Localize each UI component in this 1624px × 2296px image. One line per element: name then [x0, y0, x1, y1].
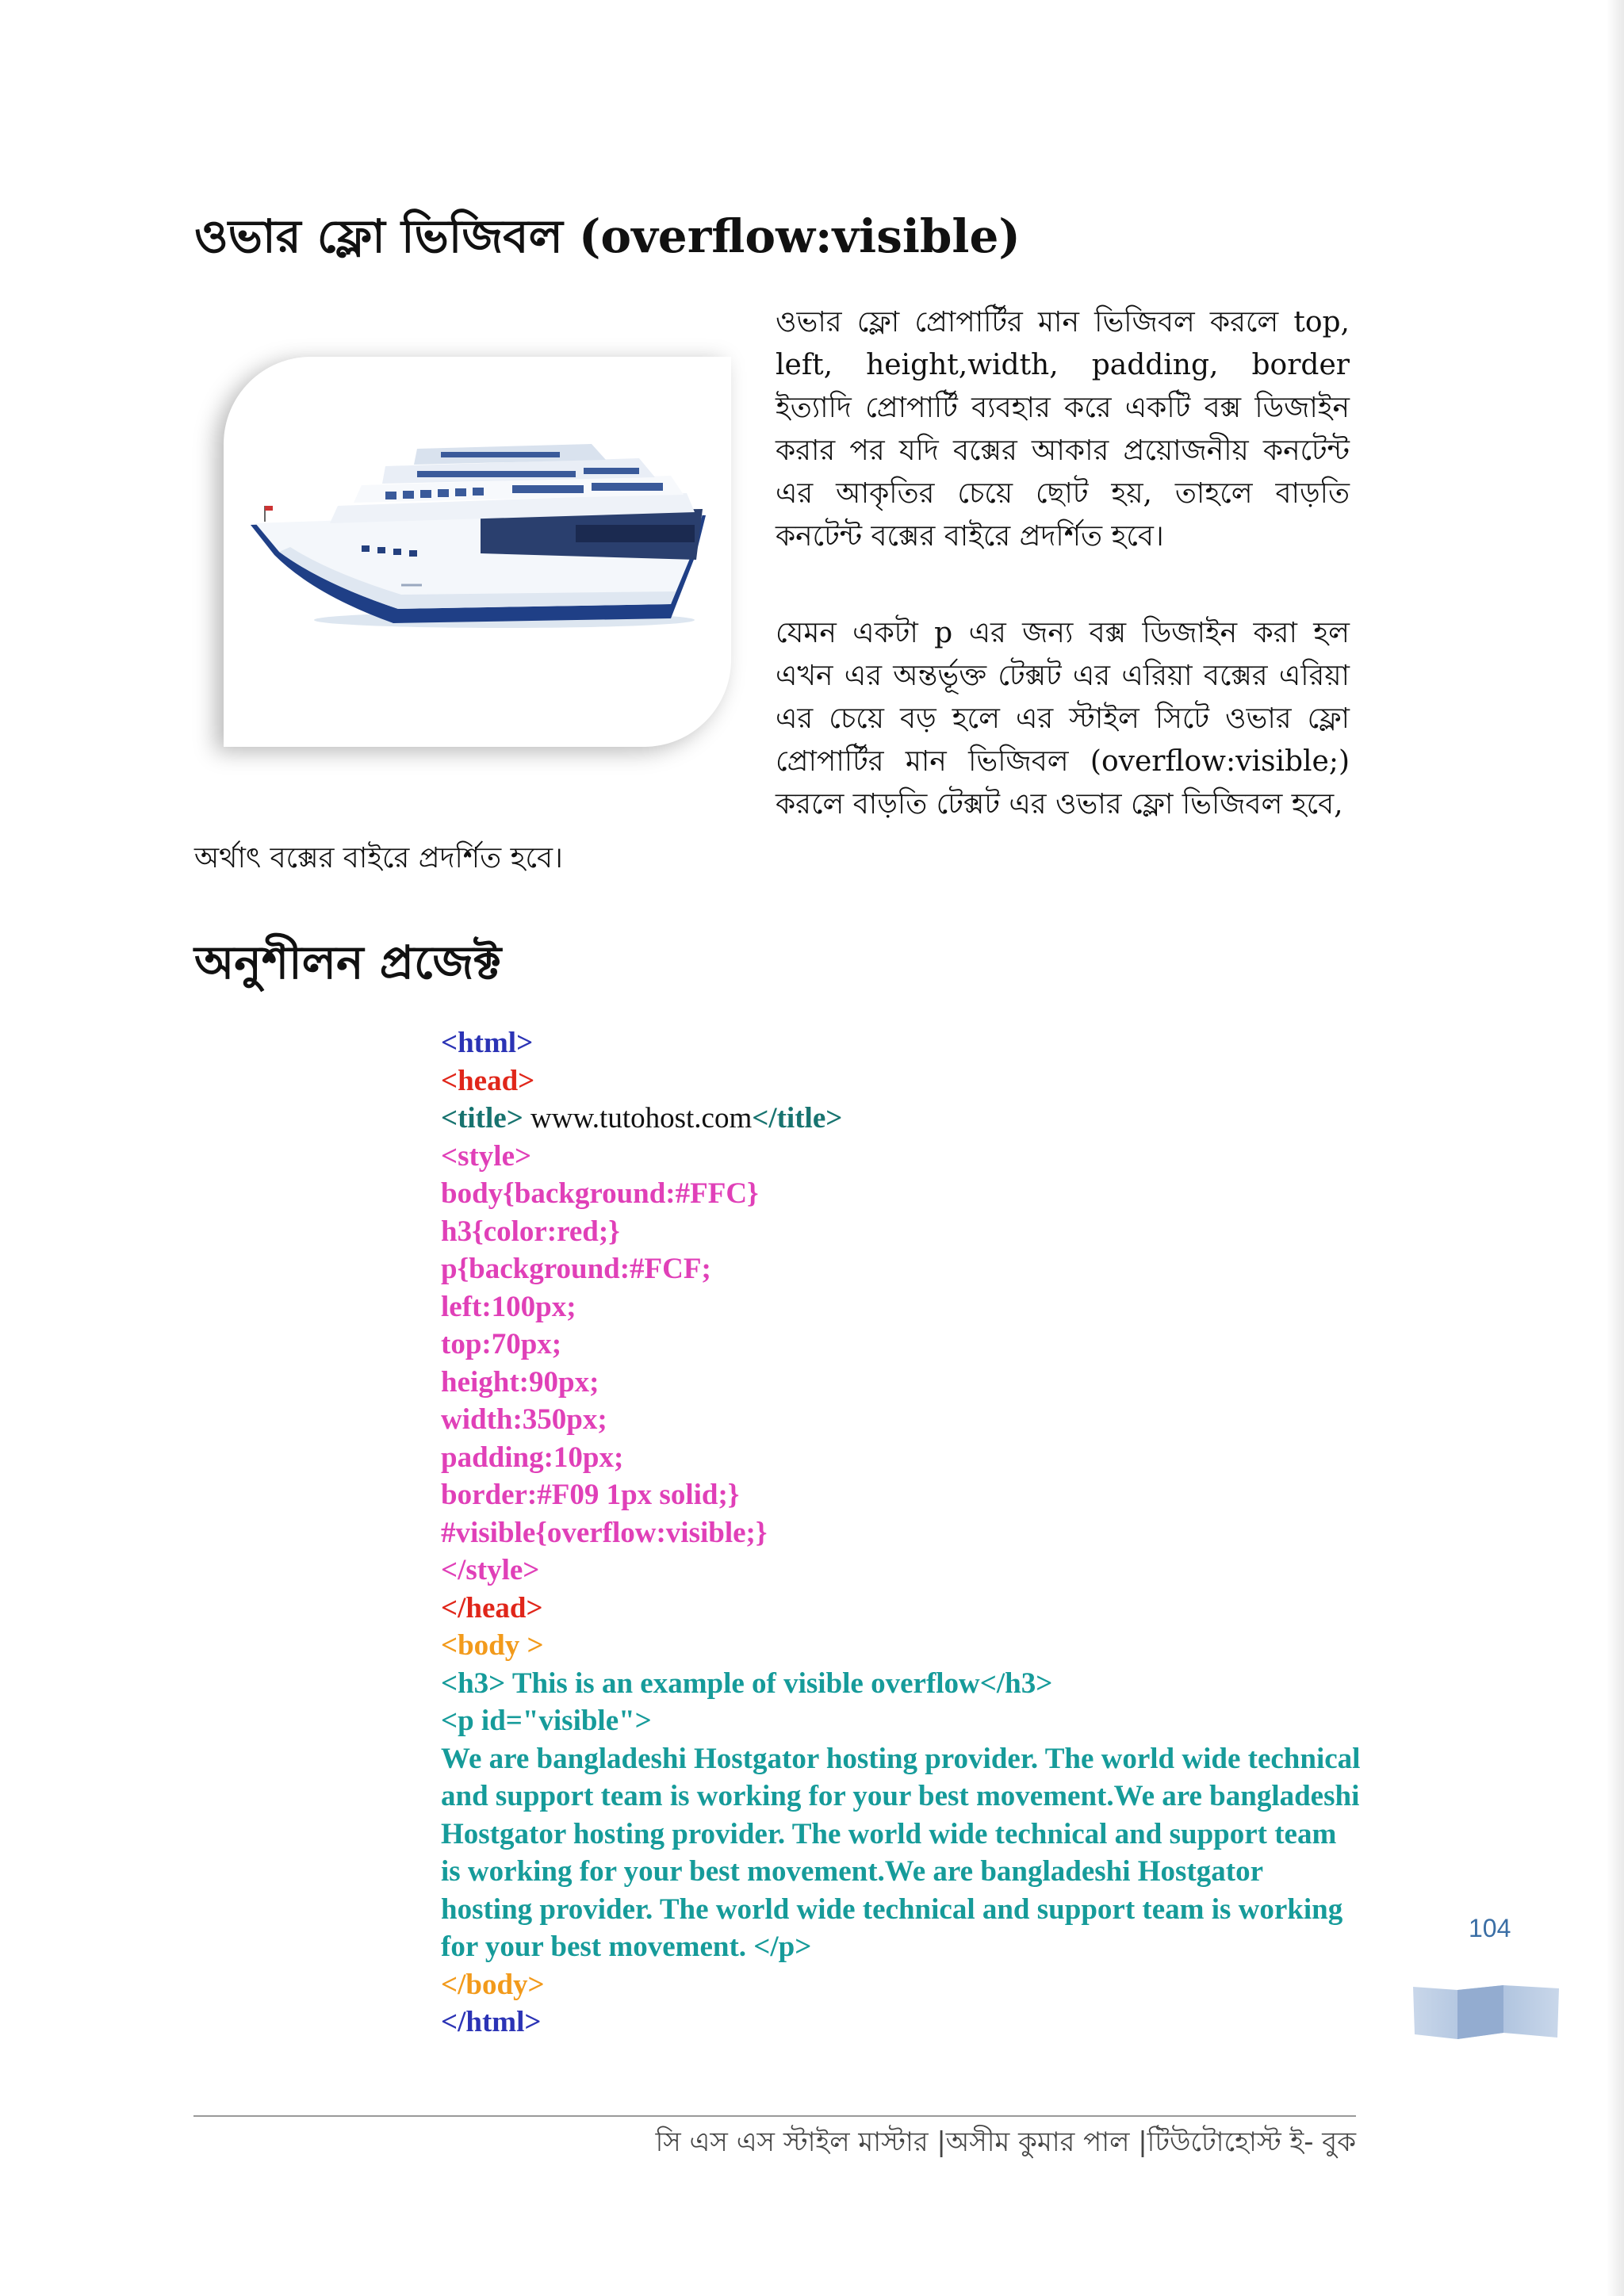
code-css-line: body{background:#FFC} — [441, 1177, 759, 1210]
code-css-line: left:100px; — [441, 1290, 576, 1323]
code-title-close: </title> — [752, 1102, 843, 1135]
page-tab-decoration — [1408, 1982, 1564, 2042]
code-css-line: height:90px; — [441, 1365, 599, 1399]
footer-text: সি এস এস স্টাইল মাস্টার |অসীম কুমার পাল |টিউটোহোস্ট ই- বুক — [655, 2126, 1356, 2158]
paragraph-overflow-explanation: ওভার ফ্লো প্রোপার্টির মান ভিজিবল করলে top, left, height,width, padding, border ইত্যাদি প্রোপার্টি ব্যবহার করে একটি বক্স ডিজাইন করার পর যদি বক্সের আকার প্রয়োজনীয় কনটেন্ট এর আকৃতির চেয়ে ছোট হয়, তাহলে বাড়তি কনটেন্ট বক্সের বাইরে প্রদর্শিত হবে। — [776, 306, 1350, 553]
page-number: 104 — [1469, 1914, 1511, 1942]
code-css-line: p{background:#FCF; — [441, 1253, 711, 1285]
code-css-line: border:#F09 1px solid;} — [441, 1479, 740, 1511]
code-css-line: padding:10px; — [441, 1441, 624, 1474]
code-p-text: We are bangladeshi Hostgator hosting provider. The world wide technical and support team is working for your best movement.We are bangladeshi Hostgator hosting provider. The world wide technical and support team is working for your best movement.We are bangladeshi Hostgator hosting provider. The world wide technical and support team is working for your best movement. </p> — [441, 1742, 1361, 1963]
practice-project-heading: অনুশীলন প্রজেক্ট — [194, 936, 502, 989]
code-listing — [441, 1024, 1361, 2042]
code-css-line: h3{color:red;} — [441, 1215, 620, 1248]
section-heading: ওভার ফ্লো ভিজিবল (overflow:visible) — [194, 209, 1021, 263]
paragraph-continuation: অর্থাৎ বক্সের বাইরে প্রদর্শিত হবে। — [194, 842, 563, 874]
code-title-open: <title> — [441, 1102, 523, 1135]
code-css-line: width:350px; — [441, 1403, 607, 1436]
cruise-ship-image — [243, 436, 710, 634]
ship-illustration-card — [224, 357, 731, 747]
code-style-open: <style> — [441, 1139, 532, 1173]
code-css-line: top:70px; — [441, 1328, 562, 1360]
paragraph-example-description: যেমন একটা p এর জন্য বক্স ডিজাইন করা হল এখন এর অন্তর্ভূক্ত টেক্সট এর এরিয়া বক্সের এরিয়া এর চেয়ে বড় হলে এর স্টাইল সিটে ওভার ফ্লো প্রোপার্টির মান ভিজিবল (overflow:visible;) করলে বাড়তি টেক্সট এর ওভার ফ্লো ভিজিবল হবে, — [776, 617, 1350, 821]
code-title-line — [441, 1100, 1361, 1138]
code-html-close: </html> — [441, 2006, 542, 2038]
page-edge-shadow — [1607, 0, 1624, 2296]
code-head-close: </head> — [441, 1591, 543, 1624]
code-p-open: <p id="visible"> — [441, 1705, 652, 1737]
code-css-line: #visible{overflow:visible;} — [441, 1516, 768, 1549]
code-html-open: <html> — [441, 1027, 534, 1059]
code-body-close: </body> — [441, 1968, 545, 2001]
code-h3-line: <h3> This is an example of visible overflow</h3> — [441, 1667, 1053, 1700]
footer-divider — [193, 2115, 1356, 2117]
code-title-text: www.tutohost.com — [523, 1102, 753, 1135]
code-style-close: </style> — [441, 1554, 540, 1586]
code-body-open: <body > — [441, 1629, 544, 1662]
code-head-open: <head> — [441, 1064, 535, 1097]
